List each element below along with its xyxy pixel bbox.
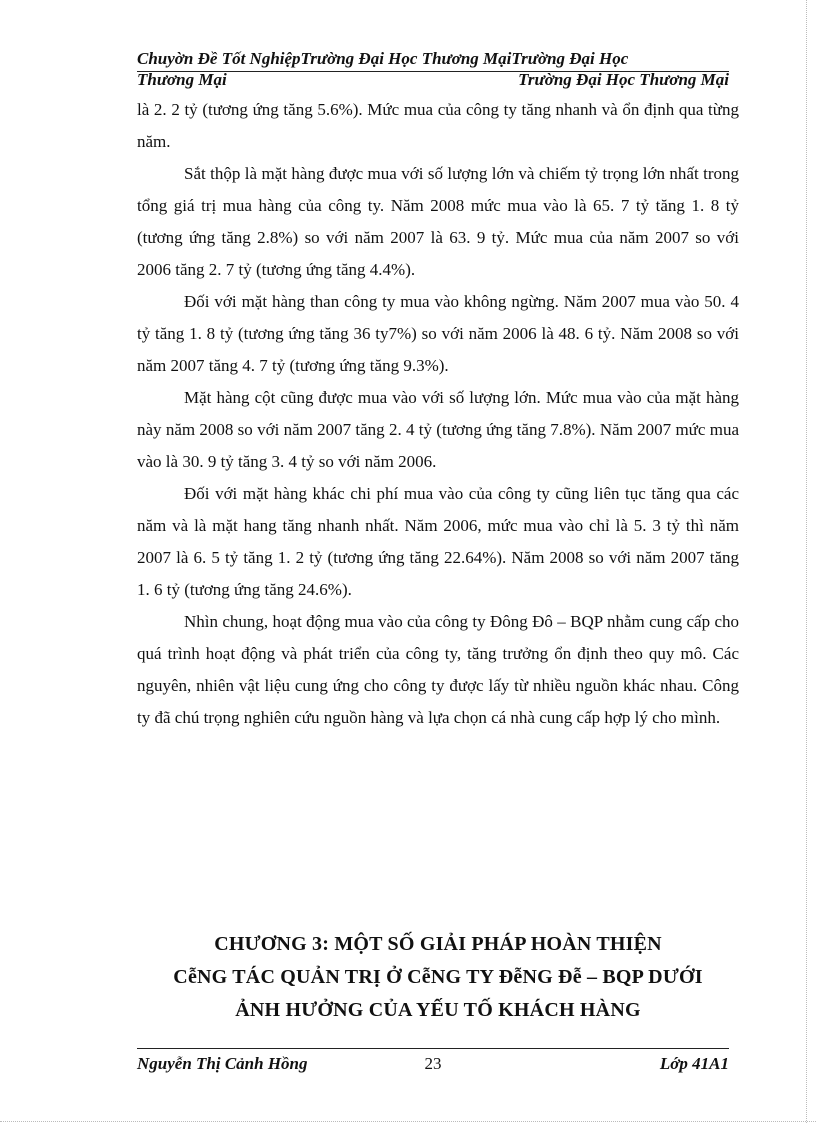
footer-author: Nguyễn Thị Cảnh Hồng [137,1054,308,1073]
page-header [137,48,729,90]
paragraph: Nhìn chung, hoạt động mua vào của công ty Đông Đô – BQP nhằm cung cấp cho quá trình hoạt động và phát triển của công ty, tăng trưởng ổn định theo quy mô. Các nguyên, nhiên vật liệu cung ứng cho công ty được lấy từ nhiều nguồn khác nhau. Công ty đã chú trọng nghiên cứu nguồn hàng và lựa chọn cá nhà cung cấp hợp lý cho mình. [137,612,739,727]
page-footer [137,1054,729,1078]
header-left-text: Thương Mại [137,70,227,89]
paragraph: Sắt thộp là mặt hàng được mua với số lượng lớn và chiếm tỷ trọng lớn nhất trong tổng giá trị mua hàng của công ty. Năm 2008 mức mua vào là 65. 7 tỷ tăng 1. 8 tỷ (tương ứng tăng 2.8%) so với năm 2007 là 63. 9 tỷ. Mức mua của năm 2007 so với 2006 tăng 2. 7 tỷ (tương ứng tăng 4.4%). [137,164,739,279]
document-body [137,94,739,734]
paragraph: là 2. 2 tỷ (tương ứng tăng 5.6%). Mức mua của công ty tăng nhanh và ổn định qua từng năm. [137,100,739,151]
chapter-heading-line: CễNG TÁC QUẢN TRỊ Ở CễNG TY ĐễNG Đễ – BQP DƯỚI [173,966,703,988]
paragraph: Mặt hàng cột cũng được mua vào với số lượng lớn. Mức mua vào của mặt hàng này năm 2008 so với năm 2007 tăng 2. 4 tỷ (tương ứng tăng 7.8%). Năm 2007 mức mua vào là 30. 9 tỷ tăng 3. 4 tỷ so với năm 2006. [137,388,739,471]
header-title: Chuyờn Đề Tốt NghiệpTrường Đại Học Thương MạiTrường Đại Học [137,49,629,68]
header-divider [137,71,729,72]
page-edge-bottom [0,1121,816,1122]
footer-divider [137,1048,729,1049]
paragraph: Đối với mặt hàng than công ty mua vào không ngừng. Năm 2007 mua vào 50. 4 tỷ tăng 1. 8 tỷ (tương ứng tăng 36 ty7%) so với năm 2006 là 48. 6 tỷ. Năm 2008 so với năm 2007 tăng 4. 7 tỷ (tương ứng tăng 9.3%). [137,292,739,375]
page-edge-right [806,0,807,1123]
page-number: 23 [424,1054,442,1073]
paragraph: Đối với mặt hàng khác chi phí mua vào của công ty cũng liên tục tăng qua các năm và là mặt hang tăng nhanh nhất. Năm 2006, mức mua vào chỉ là 5. 3 tỷ thì năm 2007 là 6. 5 tỷ tăng 1. 2 tỷ (tương ứng tăng 22.64%). Năm 2008 so với năm 2007 tăng 1. 6 tỷ (tương ứng tăng 24.6%). [137,484,739,599]
footer-class: Lớp 41A1 [659,1054,729,1073]
header-right-text: Trường Đại Học Thương Mại [518,70,729,89]
header-subtitle-row [137,69,729,90]
chapter-heading [137,928,739,1027]
chapter-heading-line: ẢNH HƯỞNG CỦA YẾU TỐ KHÁCH HÀNG [235,999,641,1021]
chapter-heading-line: CHƯƠNG 3: MỘT SỐ GIẢI PHÁP HOÀN THIỆN [214,933,662,955]
